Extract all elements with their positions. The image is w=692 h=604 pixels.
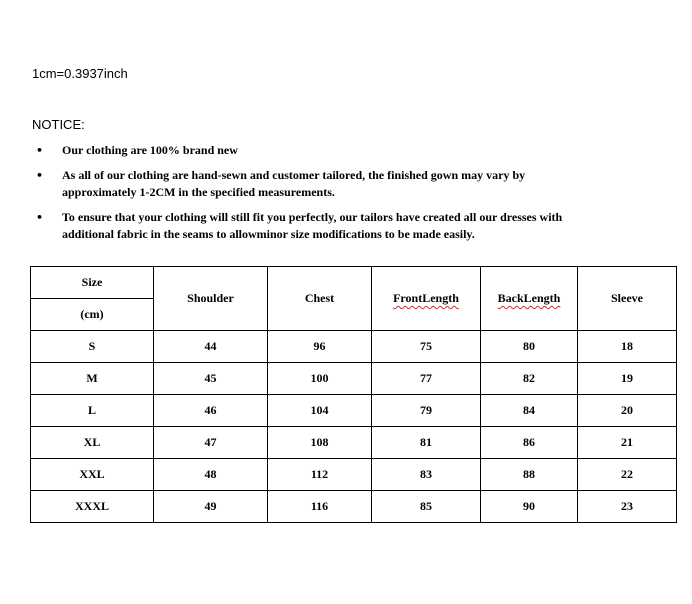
notice-item bbox=[32, 209, 592, 243]
back-length-cell: 86 bbox=[481, 427, 578, 459]
shoulder-cell: 48 bbox=[154, 459, 268, 491]
table-row bbox=[31, 395, 677, 427]
front-length-cell: 79 bbox=[372, 395, 481, 427]
back-length-cell: 82 bbox=[481, 363, 578, 395]
unit-header: (cm) bbox=[31, 299, 154, 331]
size-cell: XL bbox=[31, 427, 154, 459]
shoulder-cell: 47 bbox=[154, 427, 268, 459]
bullet-icon: • bbox=[36, 211, 44, 224]
chest-cell: 108 bbox=[268, 427, 372, 459]
back-length-cell: 90 bbox=[481, 491, 578, 523]
sleeve-cell: 21 bbox=[578, 427, 677, 459]
table-row bbox=[31, 331, 677, 363]
chest-cell: 116 bbox=[268, 491, 372, 523]
size-chart-table bbox=[30, 266, 677, 523]
conversion-note: 1cm=0.3937inch bbox=[32, 66, 128, 81]
notice-item-text: Our clothing are 100% brand new bbox=[62, 143, 238, 157]
chest-cell: 100 bbox=[268, 363, 372, 395]
chest-cell: 96 bbox=[268, 331, 372, 363]
shoulder-cell: 49 bbox=[154, 491, 268, 523]
table-row bbox=[31, 363, 677, 395]
sleeve-cell: 22 bbox=[578, 459, 677, 491]
back-length-cell: 80 bbox=[481, 331, 578, 363]
back-length-cell: 84 bbox=[481, 395, 578, 427]
notice-item-text: To ensure that your clothing will still fit you perfectly, our tailors have created all our dresses with additional fabric in the seams to allowminor size modifications to be made easily. bbox=[62, 210, 563, 241]
front-length-cell: 85 bbox=[372, 491, 481, 523]
sleeve-cell: 23 bbox=[578, 491, 677, 523]
front-length-cell: 77 bbox=[372, 363, 481, 395]
column-header-back-length bbox=[481, 267, 578, 331]
front-length-label: FrontLength bbox=[393, 291, 459, 305]
chest-cell: 112 bbox=[268, 459, 372, 491]
sleeve-cell: 19 bbox=[578, 363, 677, 395]
sleeve-cell: 20 bbox=[578, 395, 677, 427]
size-cell: L bbox=[31, 395, 154, 427]
column-header-chest: Chest bbox=[268, 267, 372, 331]
size-cell: XXL bbox=[31, 459, 154, 491]
table-row bbox=[31, 459, 677, 491]
size-cell: M bbox=[31, 363, 154, 395]
size-cell: S bbox=[31, 331, 154, 363]
shoulder-cell: 46 bbox=[154, 395, 268, 427]
notice-item bbox=[32, 142, 592, 159]
chest-cell: 104 bbox=[268, 395, 372, 427]
shoulder-cell: 44 bbox=[154, 331, 268, 363]
front-length-cell: 75 bbox=[372, 331, 481, 363]
column-header-sleeve: Sleeve bbox=[578, 267, 677, 331]
table-row bbox=[31, 427, 677, 459]
sleeve-cell: 18 bbox=[578, 331, 677, 363]
size-header: Size bbox=[31, 267, 154, 299]
column-header-shoulder: Shoulder bbox=[154, 267, 268, 331]
table-row bbox=[31, 491, 677, 523]
back-length-label: BackLength bbox=[497, 291, 561, 305]
notice-heading: NOTICE: bbox=[32, 117, 85, 132]
column-header-front-length bbox=[372, 267, 481, 331]
back-length-cell: 88 bbox=[481, 459, 578, 491]
size-cell: XXXL bbox=[31, 491, 154, 523]
bullet-icon: • bbox=[36, 169, 44, 182]
front-length-cell: 81 bbox=[372, 427, 481, 459]
bullet-icon: • bbox=[36, 144, 44, 157]
notice-item bbox=[32, 167, 592, 201]
notice-item-text: As all of our clothing are hand-sewn and customer tailored, the finished gown may vary by approximately 1-2CM in the specified measurements. bbox=[62, 168, 526, 199]
notice-list bbox=[32, 142, 592, 251]
front-length-cell: 83 bbox=[372, 459, 481, 491]
shoulder-cell: 45 bbox=[154, 363, 268, 395]
